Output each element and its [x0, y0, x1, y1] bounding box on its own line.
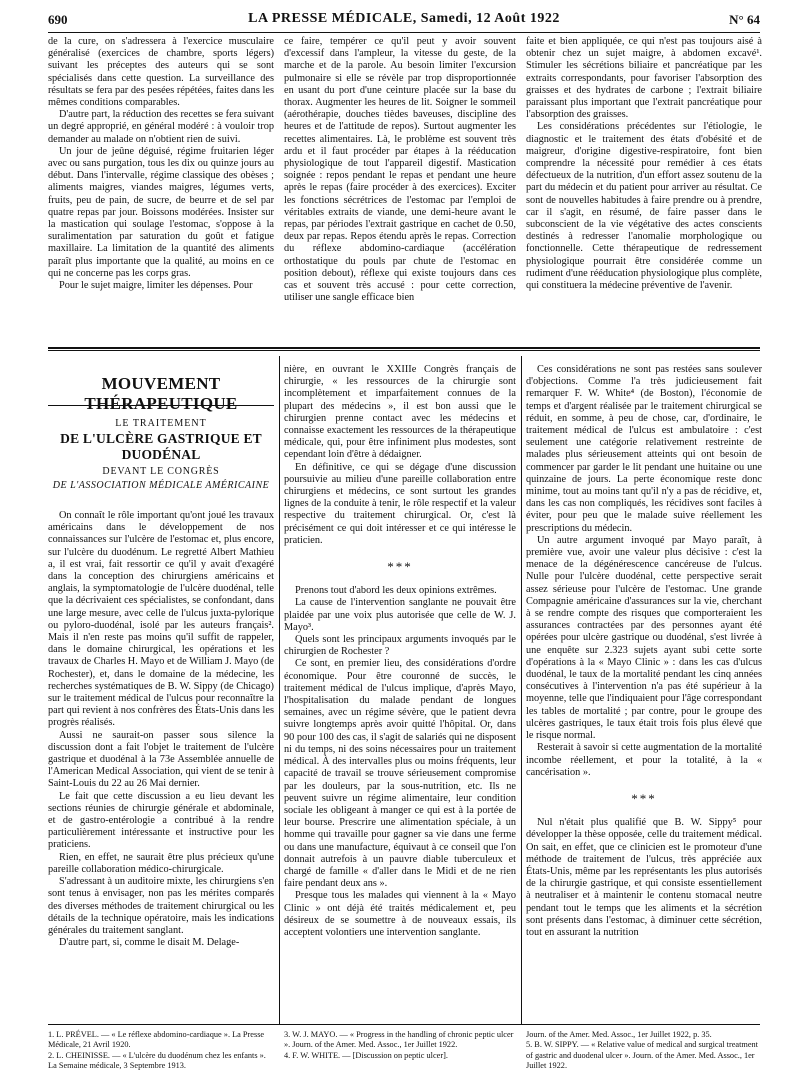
paragraph: La cause de l'intervention sanglante ne pouvait être plaidée par une voix plus autorisée que celle de W. J. Mayo³. — [284, 597, 516, 633]
journal-title: LA PRESSE MÉDICALE, Samedi, 12 Août 1922 — [248, 11, 560, 26]
footnote: 3. W. J. MAYO. — « Progress in the handling of chronic peptic ulcer ». Journ. of the Amer. Med. Assoc., 1er Juillet 1922. — [284, 1030, 514, 1050]
footnotes-column-3 — [526, 1030, 762, 1072]
article-column-1 — [48, 510, 274, 949]
paragraph: Pour le sujet maigre, limiter les dépenses. Pour — [59, 280, 253, 292]
paragraph: S'adressant à un auditoire mixte, les chirurgiens s'en sont tenus à envisager, non pas les mérites comparés des diverses méthodes de traitement chirurgical ou les détails de la technique opératoire, mais les indications générales du traitement sanglant. — [48, 876, 274, 936]
footnote: 5. B. W. SIPPY. — « Relative value of medical and surgical treatment of gastric and duodenal ulcer ». Journ. of the Amer. Med. Assoc., 1er Juillet 1922. — [526, 1040, 758, 1071]
issue-number: N° 64 — [729, 12, 760, 27]
paragraph: Prenons tout d'abord les deux opinions extrêmes. — [295, 585, 497, 597]
paragraph: Quels sont les principaux arguments invoqués par le chirurgien de Rochester ? — [284, 634, 516, 658]
section-divider-thin — [48, 350, 760, 351]
article-heading — [48, 414, 274, 491]
footnote: Journ. of the Amer. Med. Assoc., 1er Juillet 1922, p. 35. — [526, 1030, 712, 1039]
column-rule — [521, 356, 522, 1024]
paragraph: Nul n'était plus qualifié que B. W. Sippy⁵ pour développer la thèse opposée, celle du traitement médical. On sait, en effet, que ce clinicien est le promoteur d'une méthode de traitement de l'ulcus, très appréciée aux États-Unis, même par les représentants les plus autorisés de la chirurgie gastrique, et qui consiste essentiellement à neutraliser et à maintenir le contenu stomacal neutre pendant tout le temps que les aliments et la sécrétion sont présents dans l'estomac, à diminuer cette sécrétion, tout en assurant la nutrition — [526, 817, 762, 938]
paragraph: Un jour de jeûne déguisé, régime fruitarien léger avec ou sans purgation, tous les dix ou quinze jours au début. Dans l'intervalle, régime classique des obèses ; aliments maigres, viandes maigres, légumes verts, fruits, peu de pain, de sucre, de beurre et de sel par quatre repas par jour. Boissons modérées. Insister sur la mastication qui soulage l'estomac, s'oppose à la suralimentation par saturation du goût et fatigue maxillaire. La limitation de la quantité des aliments paraît plus importante que la qualité, au moins en ce qui ne concerne pas les corps gras. — [48, 145, 274, 279]
footnotes-column-2 — [284, 1030, 516, 1061]
article-column-2 — [284, 364, 516, 939]
section-asterism: *** — [387, 559, 413, 575]
footnote: 2. L. CHEINISSE. — « L'ulcère du duodénum chez les enfants ». La Semaine médicale, 3 Septembre 1913. — [48, 1050, 266, 1071]
running-header — [48, 6, 760, 33]
paragraph: On connaît le rôle important qu'ont joué les travaux américains dans le développement de nos connaissances sur l'ulcère de l'estomac et, plus encore, sur l'ulcère du duodénum. Le regretté Albert Mathieu a, il est vrai, fait ressortir ce qu'il y avait d'exagéré dans la conception des chirurgiens américains et anglais, la symptomatologie de l'ulcère duodénal, telle que la décrivaient ces spécialistes, se confondant, dans une large mesure, avec celle de l'ulcus juxta-pylorique ou pyloro-duodénal, isolé par les auteurs français². Mais il n'en reste pas moins qu'il suffit de rappeler, dans le domaine chirurgical, les opérations et les travaux de Charles H. Mayo et de William J. Mayo (de Rochester), et, dans le domaine de la médecine, les recherches systématiques de B. W. Sippy (de Chicago) sur le traitement médical de l'ulcus pour reconnaître la part qui revient à nos confrères des États-Unis dans les progrès réalisés. — [48, 510, 274, 729]
article-kicker: LE TRAITEMENT — [115, 418, 207, 429]
top-column-2 — [284, 36, 516, 304]
page-number: 690 — [48, 12, 68, 27]
footnote-rule — [48, 1024, 760, 1025]
paragraph: D'autre part, si, comme le disait M. Delage- — [59, 937, 240, 949]
column-rule — [279, 356, 280, 1024]
article-headline: DE L'ULCÈRE GASTRIQUE ET DUODÉNAL — [60, 431, 262, 462]
article-column-3 — [526, 364, 762, 939]
paragraph: Le fait que cette discussion a eu lieu devant les sections réunies de chirurgie générale et abdominale, et de gastro-entérologie a contribué à la rendre particulièrement intéressante et instructive pour les praticiens. — [48, 790, 274, 851]
section-title: MOUVEMENT THÉRAPEUTIQUE — [84, 374, 238, 413]
paragraph: Un autre argument invoqué par Mayo paraît, à première vue, avoir une valeur plus décisive : c'est la menace de la dégénérescence cancéreuse de l'ulcus. Nulle pour l'ulcère duodénal, cette perspective serait assez sérieuse pour l'ulcère de l'estomac. Une grande Compagnie américaine d'assurances sur la vie, cherchant à se rendre compte des risques que comporteraient les assurances contractées par des personnes ayant été opérées pour ulcère gastrique ou duodénal, s'est livrée à une enquête sur 2.323 sujets ayant subi cette sorte d'opérations à la « Mayo Clinic » : dans les cas d'ulcus duodénal, le taux de la mortalité pendant les cinq années consécutives à l'intervention n'a pas été supérieur à la moyenne, telle que l'indiquaient pour l'âge correspondant les tables de mortalité ; par contre, pour le groupe des ulcères gastriques, le taux était trois fois plus élevé que le risque normal. — [526, 534, 762, 742]
paragraph: En définitive, ce qui se dégage d'une discussion poursuivie au milieu d'une pareille collaboration entre chirurgiens et médecins, ce sont surtout les grandes lignes de la conduite à tenir, le rôle respectif et la valeur respective du traitement chirurgical. Or, c'est là précisément ce qui doit intéresser et ce qui intéresse le praticien. — [284, 461, 516, 546]
paragraph: faite et bien appliquée, ce qui n'est pas toujours aisé à obtenir chez un sujet maigre, à abdomen excavé¹. Stimuler les sécrétions biliaire et pancréatique par les extraits correspondants, pour favoriser l'absorption des graisses et des hydrates de carbone ; l'extrait biliaire paraissant plus important que l'extrait pancréatique pour l'absorption des graisses. — [526, 36, 762, 121]
paragraph: de la cure, on s'adressera à l'exercice musculaire généralisé (exercices de chambre, sports légers) suivant les préceptes des auteurs qui se sont spécialisés dans cette question. La surveillance des résultats se fera par des pesées répétées, faites dans les mêmes conditions comparables. — [48, 36, 274, 109]
paragraph: Ce sont, en premier lieu, des considérations d'ordre économique. Pour être couronné de succès, le traitement médical de l'ulcus implique, d'après Mayo, l'hospitalisation du malade pendant de longues semaines, avec un régime sévère, que le patient devra suivre longtemps après avoir quitté l'hôpital. Or, dans 90 pour 100 des cas, il s'agit de salariés qui ne disposent ni du temps, ni des soins nécessaires pour un traitement médical. À des intervalles plus ou moins fréquents, leur capacité de travail se trouve sérieusement compromise par les douleurs, par la sous-nutrition, etc. Ils ne peuvent suivre un régime alimentaire, leur condition sociale les obligeant à manger ce qui est à la portée de leur bourse. Prescrire une alimentation spéciale, à un homme qui travaille pour gagner sa vie dans une ferme ou dans une manufacture, équivaut à ce conseil que l'on donnait autrefois à un pauvre diable tuberculeux et chargé de famille « d'aller dans le Midi et de ne rien faire pendant deux ans ». — [284, 658, 516, 890]
paragraph: Resterait à savoir si cette augmentation de la mortalité incombe réellement, et pour la totalité, à la « cancérisation ». — [526, 742, 762, 778]
section-asterism: *** — [631, 790, 657, 806]
paragraph: Les considérations précédentes sur l'étiologie, le diagnostic et le traitement des états d'obésité et de maigreur, d'origine digestive-respiratoire, font bien comprendre la nécessité pour remédier à ces états défectueux de la nutrition, d'un effort assez soutenu de la part du médecin et du patient pour arriver au résultat. Ce sont de nouvelles habitudes à faire prendre ou à prendre, car il s'agit, en résumé, de faire passer dans le subconscient de la vie végétative des actes conscients destinés à redresser l'anomalie morphologique ou fonctionnelle. Cette thérapeutique de redressement physiologique pourrait être considérée comme un rudiment d'une rééducation physiologique plus complète, qui constituera la médecine préventive de l'avenir. — [526, 121, 762, 292]
paragraph: Aussi ne saurait-on passer sous silence la discussion dont a fait l'objet le traitement de l'ulcère gastrique et duodénal à la 73e Assemblée annuelle de l'American Medical Association, qui vient de se tenir à Saint-Louis du 22 au 26 Mai dernier. — [48, 729, 274, 790]
paragraph: ce faire, tempérer ce qu'il peut y avoir souvent d'excessif dans l'ampleur, la vitesse du geste, de la marche et de la parole. Au besoin limiter l'excursion pulmonaire si elle se révèle par trop disproportionnée en usant du port d'une ceinture placée sur la base du thorax. Augmenter les heures de lit. Soigner le sommeil (aérothérapie, douches tièdes baveuses, discipline des heures et de l'attitude de repos). Surtout augmenter les recettes alimentaires. Là, le problème est souvent très ardu et il faut procéder par étapes à la rééducation physiologique de tout l'appareil digestif. Mastication soignée : repos pendant le repas et pendant une heure après le repas (faire procéder à des exercices). Exciter les fonctions sécrétrices de l'estomac par l'emploi de véritables extraits de viande, une demi-heure avant le repas, par périodes l'extrait gastrique en cachet de 0.50, deux par repas. Repos étendu après le repas. Correction du réflexe abdomino-cardiaque (accélération orthostatique du pouls par chute de l'estomac en position debout), réflexe qui existe toujours dans ces cas et souvent très accusé : pour cette correction, utiliser une sangle efficace bien — [284, 36, 516, 304]
paragraph: D'autre part, la réduction des recettes se fera suivant un degré approprié, en général modéré : à vouloir trop demander au malade on n'obtient rien de suivi. — [48, 109, 274, 145]
article-deck-2: DE L'ASSOCIATION MÉDICALE AMÉRICAINE — [52, 480, 270, 491]
paragraph: nière, en ouvrant le XXIIIe Congrès français de chirurgie, « les ressources de la chirurgie sont incomplètement et imparfaitement connues de la plupart des médecins », il est bon aussi que le chirurgien prenne contact avec les médecins et connaisse exactement les ressources de la thérapeutique médicale, qui, pour être infiniment plus modestes, sont cependant loin d'être à dédaigner. — [284, 364, 516, 461]
footnote: 1. L. PRÉVEL. — « Le réflexe abdomino-cardiaque ». La Presse Médicale, 21 Avril 1920. — [48, 1030, 265, 1050]
section-divider — [48, 347, 760, 349]
paragraph: Presque tous les malades qui viennent à la « Mayo Clinic » ont déjà été traités médicalement et, peu désireux de se soumettre à de nouveaux essais, ils acceptent volontiers une intervention sanglante. — [284, 890, 516, 938]
top-column-3 — [526, 36, 762, 292]
paragraph: Rien, en effet, ne saurait être plus précieux qu'une pareille collaboration médico-chirurgicale. — [48, 851, 274, 875]
footnotes-column-1 — [48, 1030, 274, 1072]
footnote: 4. F. W. WHITE. — [Discussion on peptic ulcer]. — [284, 1050, 448, 1060]
article-deck: DEVANT LE CONGRÈS — [102, 466, 220, 477]
title-underline — [48, 405, 274, 406]
top-column-1 — [48, 36, 274, 292]
paragraph: Ces considérations ne sont pas restées sans soulever d'objections. Comme l'a très judicieusement fait remarquer F. W. White⁴ (de Boston), l'économie de temps et d'argent réalisée par le traitement chirurgical se réduit, en somme, à peu de chose, car, d'ordinaire, le traitement médical de l'ulcus est ambulatoire : c'est seulement une catégorie relativement restreinte de malades plus sérieusement atteints qui ont besoin de commencer par garder le lit pendant une huitaine ou une quinzaine de jours. La perte économique reste donc minime, tout au moins tant qu'il n'y a pas de récidive, et, dans les cas non compliqués, les récidives sont faciles à éviter, pour peu que le malade suive réellement les prescriptions du médecin. — [526, 364, 762, 534]
